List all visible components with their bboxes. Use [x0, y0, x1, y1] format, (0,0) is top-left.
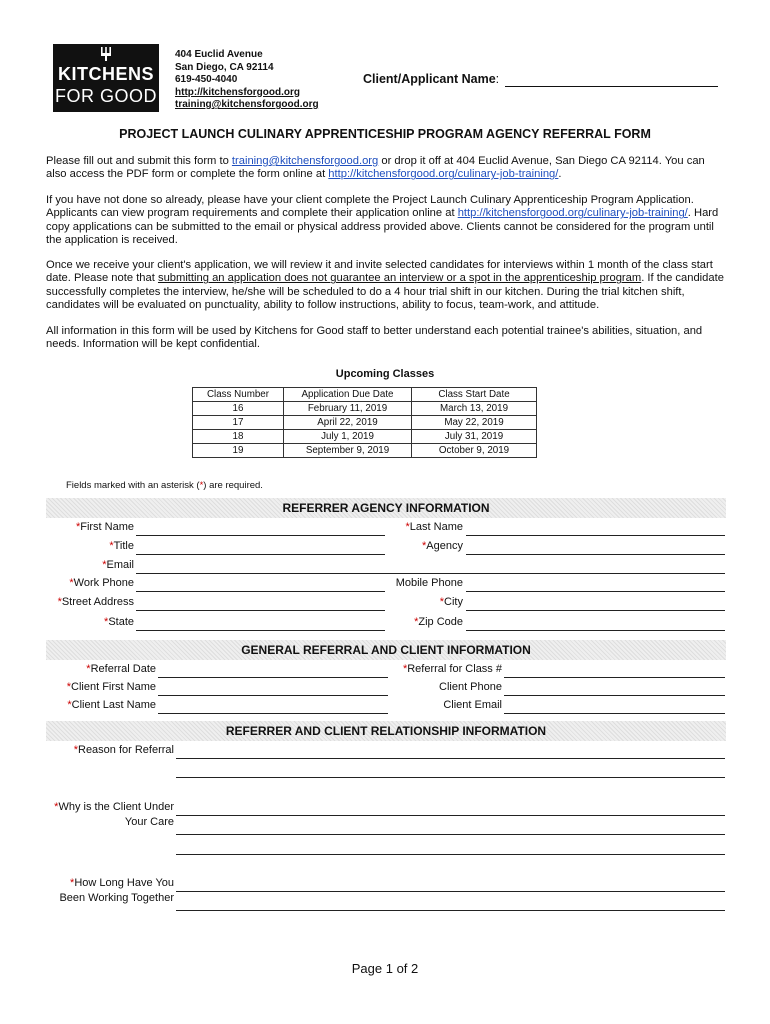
client-name-field[interactable]	[505, 86, 718, 87]
table-row	[193, 430, 537, 444]
section-header-agency: REFERRER AGENCY INFORMATION	[46, 498, 726, 518]
logo-line-2: FOR GOOD	[55, 86, 157, 106]
email-field[interactable]	[136, 573, 725, 574]
client-phone-label: Client Phone	[439, 681, 502, 693]
referral-class-label: *Referral for Class #	[402, 663, 502, 675]
table-cell: 17	[193, 416, 284, 430]
why-under-care-field-line-2[interactable]	[176, 834, 725, 835]
table-cell: September 9, 2019	[284, 444, 412, 458]
last-name-field[interactable]	[466, 535, 725, 536]
fork-icon	[98, 47, 114, 61]
column-header: Application Due Date	[284, 388, 412, 402]
table-cell: May 22, 2019	[412, 416, 537, 430]
work-phone-field[interactable]	[136, 591, 385, 592]
table-row	[193, 416, 537, 430]
required-fields-note: Fields marked with an asterisk (*) are required.	[66, 480, 263, 491]
why-under-care-field-line-1[interactable]	[176, 815, 725, 816]
client-last-name-field[interactable]	[158, 713, 388, 714]
section-header-general: GENERAL REFERRAL AND CLIENT INFORMATION	[46, 640, 726, 660]
form-title: PROJECT LAUNCH CULINARY APPRENTICESHIP PROGRAM AGENCY REFERRAL FORM	[119, 127, 651, 141]
how-long-label: *How Long Have You	[70, 877, 174, 889]
state-label: *State	[104, 616, 134, 628]
zip-code-field[interactable]	[466, 630, 725, 631]
street-address-field[interactable]	[136, 610, 385, 611]
column-header: Class Start Date	[412, 388, 537, 402]
title-field[interactable]	[136, 554, 385, 555]
mobile-phone-field[interactable]	[466, 591, 725, 592]
street-address-label: *Street Address	[57, 596, 134, 608]
email-link[interactable]: training@kitchensforgood.org	[175, 99, 319, 110]
city-field[interactable]	[466, 610, 725, 611]
page-number: Page 1 of 2	[351, 961, 419, 976]
mobile-phone-label: Mobile Phone	[395, 577, 463, 589]
city-state-zip: San Diego, CA 92114	[175, 61, 274, 73]
table-cell: July 1, 2019	[284, 430, 412, 444]
city-label: *City	[439, 596, 463, 608]
referral-date-label: *Referral Date	[86, 663, 156, 675]
reason-for-referral-field-line-1[interactable]	[176, 758, 725, 759]
intro-paragraph-1: Please fill out and submit this form to training@kitchensforgood.org or drop it off at 404 Euclid Avenue, San Diego CA 92114. You can also access the PDF form or complete the form online at http://kitchensforgood.org/culinary-job-training/.	[46, 155, 705, 181]
table-row	[193, 402, 537, 416]
contact-block	[175, 49, 319, 112]
first-name-field[interactable]	[136, 535, 385, 536]
table-row	[193, 444, 537, 458]
state-field[interactable]	[136, 630, 385, 631]
reason-for-referral-label: *Reason for Referral	[73, 744, 174, 756]
last-name-label: *Last Name	[405, 521, 463, 533]
intro-paragraph-4: All information in this form will be used by Kitchens for Good staff to better understand each potential trainee's abilities, situation, and needs. Information will be kept confidential.	[46, 325, 703, 351]
client-first-name-label: *Client First Name	[66, 681, 156, 693]
reason-for-referral-field-line-2[interactable]	[176, 777, 725, 778]
title-label: *Title	[109, 540, 134, 552]
website-link[interactable]: http://kitchensforgood.org	[175, 86, 300, 98]
application-link[interactable]: http://kitchensforgood.org/culinary-job-training/	[457, 207, 688, 220]
work-phone-label: *Work Phone	[69, 577, 134, 589]
referral-class-field[interactable]	[504, 677, 725, 678]
table-cell: 18	[193, 430, 284, 444]
table-cell: February 11, 2019	[284, 402, 412, 416]
client-email-label: Client Email	[443, 699, 502, 711]
agency-field[interactable]	[466, 554, 725, 555]
upcoming-classes-table	[192, 387, 537, 458]
table-cell: July 31, 2019	[412, 430, 537, 444]
how-long-label-2: Been Working Together	[59, 892, 174, 904]
agency-label: *Agency	[422, 540, 463, 552]
table-header-row	[193, 388, 537, 402]
training-email-link[interactable]: training@kitchensforgood.org	[231, 155, 379, 167]
referral-date-field[interactable]	[158, 677, 388, 678]
first-name-label: *First Name	[75, 521, 134, 533]
table-cell: 19	[193, 444, 284, 458]
street-address: 404 Euclid Avenue	[175, 49, 263, 60]
table-cell: October 9, 2019	[412, 444, 537, 458]
intro-paragraph-3: Once we receive your client's application, we will review it and invite selected candidates for interviews within 1 month of the class start date. Please note that submitting an application does not guarantee an interview or a spot in the apprenticeship program. If the candidate successfully completes the interview, he/she will be scheduled to do a 4 hour trial shift in our kitchen. During the trial kitchen shift, candidates will be evaluated on punctuality, ability to follow instructions, ability to focus, team-work, and attitude.	[46, 259, 724, 312]
column-header: Class Number	[193, 388, 284, 402]
client-name-label: Client/Applicant Name:	[363, 72, 500, 86]
table-cell: April 22, 2019	[284, 416, 412, 430]
why-under-care-label: *Why is the Client Under	[54, 801, 174, 813]
client-email-field[interactable]	[504, 713, 725, 714]
why-under-care-field-line-3[interactable]	[176, 854, 725, 855]
client-phone-field[interactable]	[504, 695, 725, 696]
intro-paragraph-2: If you have not done so already, please have your client complete the Project Launch Culinary Apprenticeship Program Application. Applicants can view program requirements and complete their application online at http://kitchensforgood.org/culinary-job-training/. Hard copy applications can be submitted to the email or physical address provided above. Clients cannot be considered for the program until the application is received.	[46, 194, 719, 247]
logo-line-1: KITCHENS	[57, 64, 154, 84]
email-label: *Email	[102, 559, 134, 571]
how-long-field-line-2[interactable]	[176, 910, 725, 911]
section-header-relationship: REFERRER AND CLIENT RELATIONSHIP INFORMATION	[46, 721, 726, 741]
job-training-link[interactable]: http://kitchensforgood.org/culinary-job-training/	[328, 168, 559, 181]
client-last-name-label: *Client Last Name	[67, 699, 156, 711]
client-first-name-field[interactable]	[158, 695, 388, 696]
table-cell: 16	[193, 402, 284, 416]
kitchens-for-good-logo	[53, 44, 159, 112]
why-under-care-label-2: Your Care	[124, 816, 174, 828]
zip-code-label: *Zip Code	[414, 616, 463, 628]
phone-number: 619-450-4040	[175, 74, 238, 85]
upcoming-classes-title: Upcoming Classes	[335, 368, 435, 380]
table-cell: March 13, 2019	[412, 402, 537, 416]
how-long-field-line-1[interactable]	[176, 891, 725, 892]
